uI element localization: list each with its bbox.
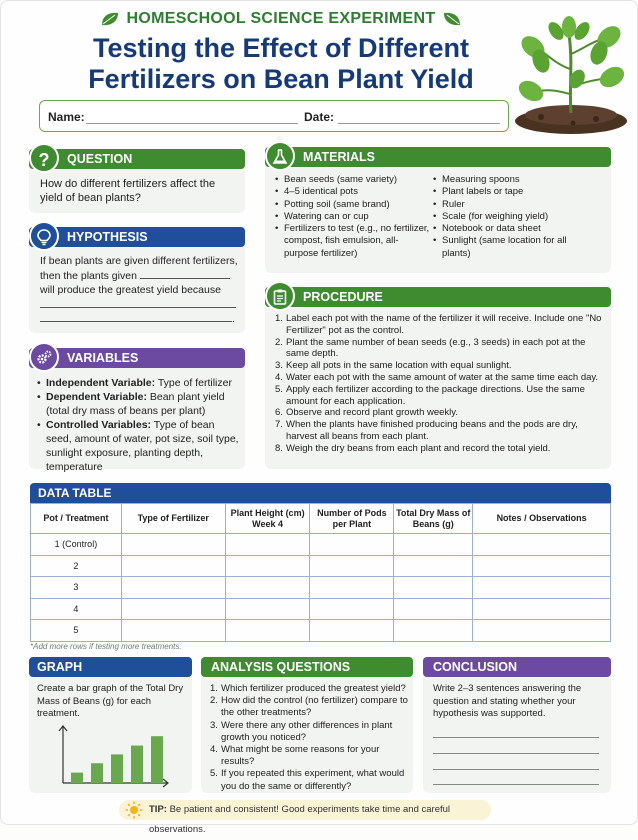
hypothesis-heading: HYPOTHESIS [67,230,148,244]
date-label: Date: [304,110,335,124]
flask-icon [265,141,295,171]
leaf-icon [440,11,462,27]
graph-heading: GRAPH [37,660,83,674]
title-line-1: Testing the Effect of Different [92,33,469,63]
table-cell[interactable] [394,534,473,556]
graph-bar [71,773,83,783]
sun-icon [125,801,143,819]
table-cell[interactable] [225,577,310,599]
table-cell[interactable] [394,620,473,642]
material-item: • Notebook or data sheet [433,223,583,235]
tip-label: TIP: [149,804,167,815]
procedure-heading: PROCEDURE [303,290,383,304]
table-cell[interactable] [473,598,611,620]
material-item: • 4–5 identical pots [275,186,431,198]
page-title [1,33,561,95]
table-cell[interactable] [473,555,611,577]
row-label: 3 [31,577,122,599]
graph-text: Create a bar graph of the Total Dry Mass of Beans (g) for each treatment. [37,683,184,719]
conclusion-header [423,657,611,677]
data-table [30,503,611,642]
graph-card [29,657,192,793]
table-cell[interactable] [310,620,394,642]
row-label: 2 [31,555,122,577]
hypothesis-line-1: If bean plants are given different fertilizers, [40,255,238,267]
variable-controlled: • Controlled Variables: Type of bean seed, amount of water, pot size, soil type, sunlight exposure, planting depth, temperature [37,418,242,474]
variables-list [37,376,242,474]
procedure-steps [275,313,605,455]
table-cell[interactable] [225,555,310,577]
leaf-icon [100,11,122,27]
conclusion-line[interactable] [433,753,599,754]
table-cell[interactable] [225,534,310,556]
procedure-step: 4. Water each pot with the same amount of water at the same time each day. [275,371,599,383]
hypothesis-header [29,227,245,247]
data-table-header [30,483,611,503]
analysis-question: 4. What might be some reasons for your results? [210,744,380,768]
question-text: How do different fertilizers affect the yield of bean plants? [40,178,216,204]
analysis-header [201,657,413,677]
table-cell[interactable] [394,555,473,577]
table-cell[interactable] [121,555,225,577]
table-cell[interactable] [121,577,225,599]
material-item: • Ruler [433,199,583,211]
table-row [31,534,611,556]
analysis-question: 1. Which fertilizer produced the greatest yield? [210,683,406,694]
table-cell[interactable] [121,534,225,556]
table-cell[interactable] [473,620,611,642]
hypothesis-card [29,227,245,333]
conclusion-card [423,657,611,793]
table-header-row [31,504,611,534]
table-cell[interactable] [310,598,394,620]
analysis-question: 3. Were there any other differences in plant growth you noticed? [210,719,393,743]
column-header: Notes / Observations [473,504,611,534]
table-row [31,620,611,642]
table-cell[interactable] [225,620,310,642]
hypothesis-reason-blank-2[interactable]: . [40,312,242,327]
title-line-2: Fertilizers on Bean Plant Yield [88,64,474,94]
question-header [29,149,245,169]
procedure-step: 8. Weigh the dry beans from each plant and record the total yield. [275,442,551,454]
graph-bar [91,763,103,783]
variable-dependent: • Dependent Variable: Bean plant yield (total dry mass of beans per plant) [37,390,242,418]
conclusion-heading: CONCLUSION [433,660,518,674]
table-cell[interactable] [394,577,473,599]
procedure-header [265,287,611,307]
column-header: Number of Pods per Plant [310,504,394,534]
row-label: 5 [31,620,122,642]
conclusion-line[interactable] [433,737,599,738]
column-header: Pot / Treatment [31,504,122,534]
row-label: 1 (Control) [31,534,122,556]
table-cell[interactable] [121,598,225,620]
conclusion-text: Write 2–3 sentences answering the question and stating whether your hypothesis was supported. [433,683,582,719]
procedure-step: 5. Apply each fertilizer according to the package directions. Use the same amount for each application. [275,383,585,407]
question-heading: QUESTION [67,152,133,166]
table-cell[interactable] [394,598,473,620]
material-item: • Plant labels or tape [433,186,583,198]
variable-independent: • Independent Variable: Type of fertilizer [37,376,242,390]
table-row [31,598,611,620]
table-row [31,555,611,577]
graph-header [29,657,192,677]
clipboard-icon [265,281,295,311]
procedure-step: 1. Label each pot with the name of the fertilizer it will receive. Include one "No Fertilizer" pot as the control. [275,313,602,336]
analysis-card [201,657,413,793]
lightbulb-icon [29,221,59,251]
material-item: • Watering can or cup [275,211,431,223]
table-cell[interactable] [473,577,611,599]
material-item: • Sunlight (same location for all plants) [433,235,583,260]
column-header: Total Dry Mass of Beans (g) [394,504,473,534]
table-cell[interactable] [225,598,310,620]
material-item: • Bean seeds (same variety) [275,174,431,186]
analysis-question: 5. If you repeated this experiment, what would you do the same or differently? [210,768,405,792]
data-table-heading: DATA TABLE [38,486,112,500]
hypothesis-line-3: will produce the greatest yield because [40,284,221,296]
table-cell[interactable] [310,555,394,577]
conclusion-line[interactable] [433,784,599,785]
materials-list-right [433,174,583,260]
tip-banner [119,800,491,835]
procedure-step: 3. Keep all pots in the same location with equal sunlight. [275,360,512,372]
material-item: • Potting soil (same brand) [275,199,431,211]
variables-header [29,348,245,368]
hypothesis-line-2: then the plants given [40,269,242,284]
procedure-step: 6. Observe and record plant growth weekly. [275,407,458,419]
materials-heading: MATERIALS [303,150,375,164]
hypothesis-reason-blank-1[interactable] [40,298,242,313]
graph-bar [131,746,143,783]
column-header: Plant Height (cm) Week 4 [225,504,310,534]
table-cell[interactable] [310,534,394,556]
material-item: • Fertilizers to test (e.g., no fertilizer, compost, fish emulsion, all-purpose fertilizer) [275,223,431,260]
materials-card [265,147,611,273]
table-cell[interactable] [121,620,225,642]
procedure-step: 2. Plant the same number of bean seeds (e.g., 3 seeds) in each pot at the same depth. [275,336,586,360]
gears-icon [29,342,59,372]
analysis-questions [210,683,408,793]
material-item: • Scale (for weighing yield) [433,211,583,223]
date-field[interactable] [338,123,500,124]
procedure-card [265,287,611,469]
analysis-question: 2. How did the control (no fertilizer) compare to the other treatments? [210,695,408,719]
question-mark-icon: ? [29,143,59,173]
materials-list-left [275,174,431,260]
kicker-text: HOMESCHOOL SCIENCE EXPERIMENT [126,10,436,27]
worksheet-kicker [1,10,561,28]
material-item: • Measuring spoons [433,174,583,186]
name-label: Name: [48,110,85,124]
materials-header [265,147,611,167]
table-note: *Add more rows if testing more treatments. [30,642,182,651]
sample-bar-graph [51,723,171,787]
table-row [31,577,611,599]
graph-bar [111,754,123,783]
row-label: 4 [31,598,122,620]
hypothesis-text [40,254,242,327]
name-date-bar [39,100,509,132]
analysis-heading: ANALYSIS QUESTIONS [211,660,351,674]
graph-bar [151,736,163,783]
table-cell[interactable] [310,577,394,599]
hypothesis-fertilizer-blank[interactable] [140,269,230,279]
variables-heading: VARIABLES [67,351,139,365]
variables-card [29,348,245,473]
tip-text: Be patient and consistent! Good experiments take time and careful observations. [149,804,451,835]
table-cell[interactable] [473,534,611,556]
procedure-step: 7. When the plants have finished producing beans and the pods are dry, harvest all beans from each plant. [275,419,578,442]
column-header: Type of Fertilizer [121,504,225,534]
conclusion-line[interactable] [433,769,599,770]
question-card [29,149,245,213]
name-field[interactable] [86,123,298,124]
bean-plant-illustration [511,9,631,134]
